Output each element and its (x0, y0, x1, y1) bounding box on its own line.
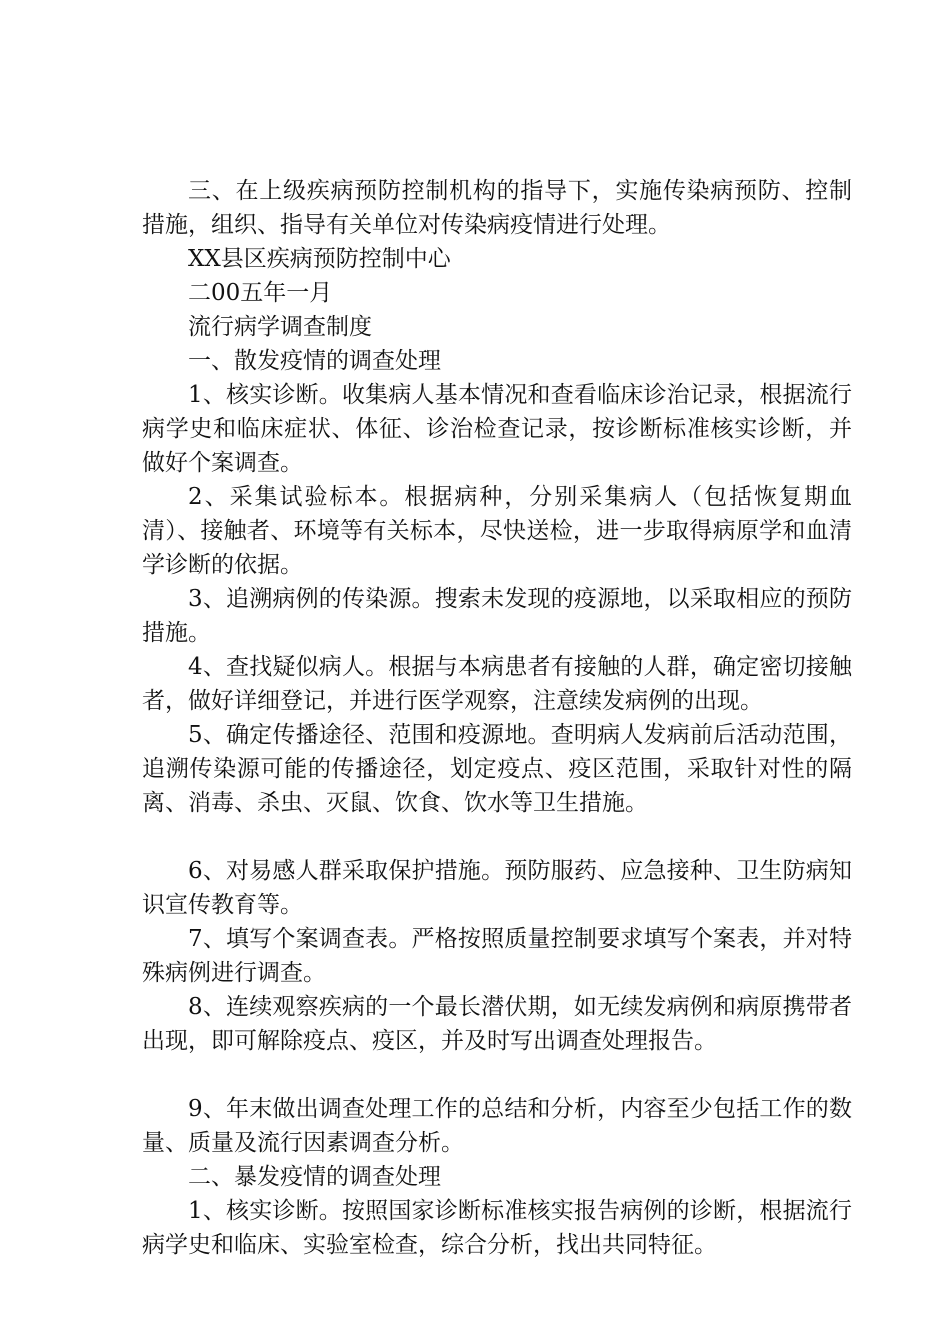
paragraph-item-7: 7、填写个案调查表。严格按照质量控制要求填写个案表，并对特殊病例进行调查。 (142, 926, 852, 986)
document-title: 流行病学调查制度 (188, 314, 372, 340)
section-heading-outbreak: 二、暴发疫情的调查处理 (188, 1164, 441, 1190)
paragraph-item-3: 3、追溯病例的传染源。搜索未发现的疫源地，以采取相应的预防措施。 (142, 586, 852, 646)
document-body (142, 174, 852, 1262)
paragraph-item-9: 9、年末做出调查处理工作的总结和分析，内容至少包括工作的数量、质量及流行因素调查分析。 (142, 1096, 852, 1156)
paragraph-item-8: 8、连续观察疾病的一个最长潜伏期，如无续发病例和病原携带者出现，即可解除疫点、疫区，并及时写出调查处理报告。 (142, 994, 852, 1054)
paragraph-spacer (142, 1058, 852, 1092)
paragraph-organization: XX县区疾病预防控制中心 (188, 246, 451, 272)
paragraph-item-4: 4、查找疑似病人。根据与本病患者有接触的人群，确定密切接触者，做好详细登记，并进行医学观察，注意续发病例的出现。 (142, 654, 852, 714)
paragraph-spacer (142, 820, 852, 854)
paragraph-item-5: 5、确定传播途径、范围和疫源地。查明病人发病前后活动范围，追溯传染源可能的传播途径，划定疫点、疫区范围，采取针对性的隔离、消毒、杀虫、灭鼠、饮食、饮水等卫生措施。 (142, 722, 852, 816)
paragraph-date: 二00五年一月 (188, 280, 333, 306)
paragraph-outbreak-item-1: 1、核实诊断。按照国家诊断标准核实报告病例的诊断，根据流行病学史和临床、实验室检查，综合分析，找出共同特征。 (142, 1198, 852, 1258)
paragraph-item-1: 1、核实诊断。收集病人基本情况和查看临床诊治记录，根据流行病学史和临床症状、体征、诊治检查记录，按诊断标准核实诊断，并做好个案调查。 (142, 382, 852, 476)
paragraph-item-2: 2、采集试验标本。根据病种，分别采集病人（包括恢复期血清）、接触者、环境等有关标本，尽快送检，进一步取得病原学和血清学诊断的依据。 (142, 484, 852, 578)
section-heading-sporadic: 一、散发疫情的调查处理 (188, 348, 441, 374)
paragraph-section-three: 三、在上级疾病预防控制机构的指导下，实施传染病预防、控制措施，组织、指导有关单位对传染病疫情进行处理。 (142, 178, 852, 238)
paragraph-item-6: 6、对易感人群采取保护措施。预防服药、应急接种、卫生防病知识宣传教育等。 (142, 858, 852, 918)
